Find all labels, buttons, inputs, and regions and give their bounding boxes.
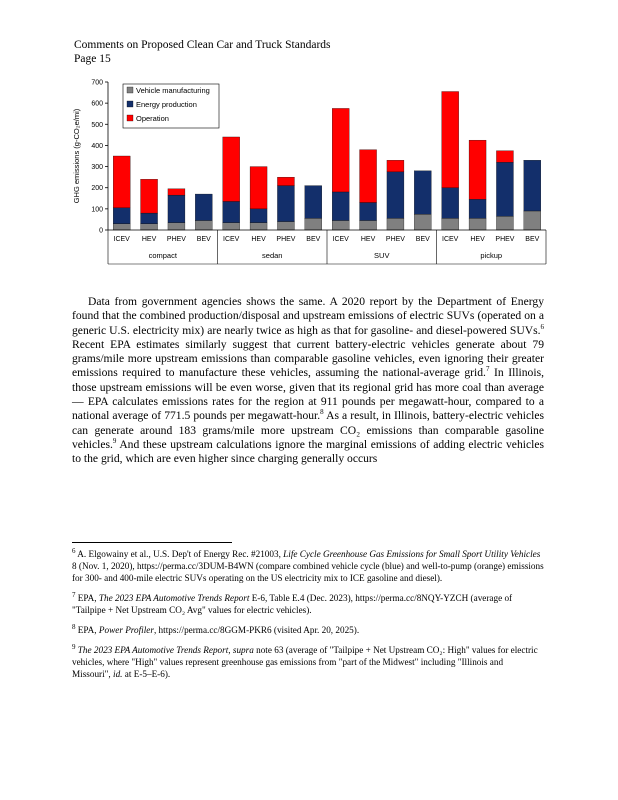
x-tick-label: BEV bbox=[525, 236, 540, 243]
footnote-text: 8 (Nov. 1, 2020), https://perma.cc/3DUM-B4WN (compare combined vehicle cycle (blue) and well-to-pump (orange) emissions for 300- and 400-mile electric SUVs operating on the US electricity mix to ICE gasoline and diesel). bbox=[72, 561, 544, 583]
bar-segment bbox=[360, 220, 377, 230]
paragraph-text-1: Data from government agencies shows the same. A 2020 report by the Department of Energy found that the combined production/disposal and upstream emissions of electric SUVs (operated on a generic U.S. electricity mix) are nearly twice as high as that for gasoline- and diesel-powered SUVs. bbox=[72, 295, 544, 337]
emissions-chart bbox=[70, 74, 550, 274]
x-tick-label: PHEV bbox=[385, 236, 405, 243]
bar-segment bbox=[469, 199, 486, 218]
footnote-title: Life Cycle Greenhouse Gas Emissions for Small Sport Utility Vehicles bbox=[283, 549, 541, 559]
footnote-number: 9 bbox=[72, 642, 76, 651]
bar-segment bbox=[277, 177, 294, 185]
bar-segment bbox=[141, 213, 158, 224]
bar-segment bbox=[414, 171, 431, 214]
bar-segment bbox=[223, 137, 240, 201]
footnote-6 bbox=[72, 548, 544, 584]
footnote-title: Power Profiler bbox=[98, 625, 154, 635]
page-header bbox=[74, 38, 331, 66]
bar-segment bbox=[496, 162, 513, 216]
bar-segment bbox=[195, 194, 212, 220]
legend-label: Operation bbox=[136, 114, 169, 123]
bar-segment bbox=[250, 209, 267, 223]
bar-segment bbox=[469, 218, 486, 230]
paragraph-text-3: In Illinois, those upstream emissions will be even worse, given that its regional grid has more coal than average — EPA calculates emissions rates for the region at 911 pounds per megawatt-hour, compared to a national average of 771.5 pounds per megawatt-hour. bbox=[72, 366, 544, 423]
bar-segment bbox=[442, 188, 459, 219]
footnote-title: id. bbox=[113, 669, 123, 679]
legend-swatch bbox=[127, 115, 133, 121]
bar-segment bbox=[524, 160, 541, 211]
footnote-divider bbox=[72, 542, 232, 543]
group-label: SUV bbox=[374, 251, 390, 260]
bar-segment bbox=[332, 192, 349, 221]
paragraph bbox=[72, 295, 544, 467]
bar-segment bbox=[250, 167, 267, 209]
x-tick-label: HEV bbox=[360, 236, 376, 243]
page-number: Page 15 bbox=[74, 53, 111, 65]
paragraph-text-4: As a result, in Illinois, battery-electric vehicles can generate around 183 grams/mile more upstream CO₂ emissions than comparable gasoline vehicles. bbox=[72, 409, 544, 451]
body-paragraph bbox=[72, 295, 544, 467]
y-tick-label: 400 bbox=[91, 142, 103, 150]
bar-segment bbox=[332, 220, 349, 230]
bar-segment bbox=[168, 189, 185, 195]
group-label: sedan bbox=[262, 251, 283, 260]
legend-label: Vehicle manufacturing bbox=[136, 86, 210, 95]
x-tick-label: PHEV bbox=[166, 236, 186, 243]
footnote-text: EPA, bbox=[75, 593, 99, 603]
bar-segment bbox=[141, 224, 158, 230]
y-tick-label: 700 bbox=[91, 79, 103, 87]
y-tick-label: 300 bbox=[91, 164, 103, 172]
bar-segment bbox=[277, 222, 294, 230]
bar-segment bbox=[113, 156, 130, 208]
y-tick-label: 600 bbox=[91, 100, 103, 108]
footnote-8 bbox=[72, 624, 544, 636]
footnote-7 bbox=[72, 592, 544, 616]
bar-segment bbox=[168, 195, 185, 222]
x-tick-label: ICEV bbox=[113, 236, 130, 243]
footnote-title: The 2023 EPA Automotive Trends Report bbox=[77, 645, 229, 655]
x-tick-label: ICEV bbox=[332, 236, 349, 243]
header-title: Comments on Proposed Clean Car and Truck Standards bbox=[74, 39, 331, 51]
x-tick-label: ICEV bbox=[442, 236, 459, 243]
y-tick-label: 100 bbox=[91, 206, 103, 214]
footnote-9 bbox=[72, 644, 544, 680]
bar-segment bbox=[387, 160, 404, 172]
footnote-text: EPA, bbox=[75, 625, 99, 635]
x-tick-label: ICEV bbox=[223, 236, 240, 243]
x-tick-label: PHEV bbox=[276, 236, 296, 243]
legend-swatch bbox=[127, 87, 133, 93]
bar-segment bbox=[442, 92, 459, 188]
bar-segment bbox=[223, 201, 240, 222]
bar-segment bbox=[414, 214, 431, 230]
x-tick-label: BEV bbox=[306, 236, 321, 243]
bar-segment bbox=[195, 220, 212, 230]
y-tick-label: 500 bbox=[91, 121, 103, 129]
legend-swatch bbox=[127, 101, 133, 107]
footnote-title: The 2023 EPA Automotive Trends Report bbox=[98, 593, 250, 603]
bar-segment bbox=[469, 140, 486, 199]
bar-segment bbox=[250, 223, 267, 230]
footnote-ref-8: 8 bbox=[320, 408, 324, 417]
footnote-text: note 63 (average of "Tailpipe + Net Upstream CO₂: High" values for electric vehicles, where "High" values represent greenhouse gas emissions from "part of the Midwest" including "Illinois and Missouri", bbox=[72, 645, 538, 679]
legend-label: Energy production bbox=[136, 100, 197, 109]
x-tick-label: HEV bbox=[141, 236, 157, 243]
bar-segment bbox=[305, 186, 322, 219]
footnote-text: A. Elgowainy et al., U.S. Dep't of Energy Rec. #21003, bbox=[75, 549, 284, 559]
bar-segment bbox=[305, 218, 322, 230]
bar-segment bbox=[141, 179, 158, 213]
y-axis-label: GHG emissions (g-CO₂e/mi) bbox=[72, 108, 81, 204]
bar-segment bbox=[168, 223, 185, 230]
footnote-text: E-6, Table E.4 (Dec. 2023), https://perma.cc/8NQY-YZCH (average of "Tailpipe + Net Upstream CO₂ Avg" values for electric vehicles). bbox=[72, 593, 513, 615]
x-tick-label: HEV bbox=[251, 236, 266, 243]
bar-segment bbox=[277, 186, 294, 222]
paragraph-text-5: And these upstream calculations ignore the marginal emissions of adding electric vehicles to the grid, which are even higher since charging generally occurs bbox=[72, 437, 544, 466]
footnote-number: 8 bbox=[72, 622, 76, 631]
footnote-text: at E-5–E-6). bbox=[122, 669, 171, 679]
bar-segment bbox=[524, 211, 541, 230]
group-label: pickup bbox=[480, 251, 503, 260]
bar-segment bbox=[113, 224, 130, 230]
bar-segment bbox=[360, 203, 377, 221]
bar-segment bbox=[223, 223, 240, 230]
bar-segment bbox=[332, 108, 349, 192]
bar-segment bbox=[496, 216, 513, 230]
x-tick-label: BEV bbox=[415, 236, 430, 243]
y-tick-label: 200 bbox=[91, 185, 103, 193]
x-tick-label: PHEV bbox=[495, 236, 515, 243]
paragraph-text-2: Recent EPA estimates similarly suggest that current battery-electric vehicles generate about 79 grams/mile more upstream emissions than comparable gasoline vehicles, even ignoring their greater emissions required to manufacture these vehicles, assuming the national-average grid. bbox=[72, 337, 544, 380]
footnote-ref-7: 7 bbox=[485, 365, 490, 374]
footnote-ref-9: 9 bbox=[112, 437, 117, 446]
footnote-text: , https://perma.cc/8GGM-PKR6 (visited Apr. 20, 2025). bbox=[153, 625, 360, 635]
footnote-number: 6 bbox=[72, 546, 76, 555]
x-tick-label: BEV bbox=[196, 236, 211, 243]
bar-segment bbox=[387, 172, 404, 219]
footnote-number: 7 bbox=[72, 590, 76, 599]
bar-segment bbox=[442, 218, 459, 230]
footnotes bbox=[72, 548, 544, 688]
footnote-title: supra bbox=[232, 645, 254, 655]
footnote-ref-6: 6 bbox=[540, 322, 544, 331]
bar-segment bbox=[113, 208, 130, 224]
y-tick-label: 0 bbox=[99, 227, 103, 235]
bar-segment bbox=[360, 150, 377, 203]
bar-segment bbox=[387, 218, 404, 230]
group-label: compact bbox=[148, 251, 177, 260]
footnote-text: , bbox=[228, 645, 233, 655]
bar-segment bbox=[496, 151, 513, 163]
x-tick-label: HEV bbox=[470, 236, 485, 243]
